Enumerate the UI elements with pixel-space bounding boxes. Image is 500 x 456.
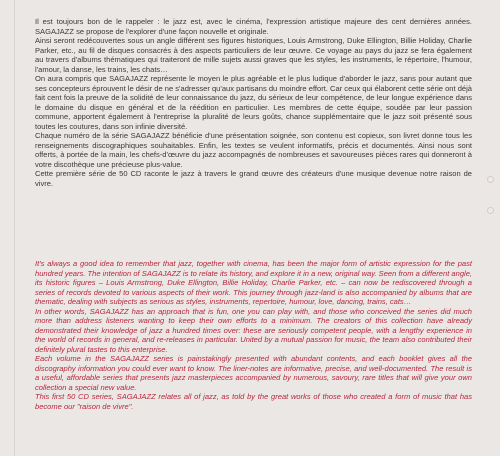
binding-notch-top <box>487 176 494 183</box>
french-paragraph: Chaque numéro de la série SAGAJAZZ bénéficie d'une présentation soignée, son contenu est copieux, son livret donne tous les renseignements discographiques souhaitables. Enfin, les textes se veulent informatifs, précis et documentés. Ainsi nous sont offerts, à portée de la main, les chefs-d'œuvre du jazz accompagnés de nombreuses et savoureuses pièces rares qui donneront à votre discothèque une précieuse plus-value. <box>35 131 472 169</box>
french-text-block <box>35 17 472 188</box>
page-fold-line <box>14 0 15 456</box>
english-paragraph: In other words, SAGAJAZZ has an approach that is fun, one you can play with, and those who conceived the series did much more than address listeners wanting to keep their own efforts to a minimum. The creators of this collection have already demonstrated their knowledge of jazz a hundred times over: these are seriously competent people, with a lengthy experience in the world of records in general, and re-releases in particular. United by a mutual passion for music, the team also contributed their definitely plural tastes to this enterprise. <box>35 306 472 354</box>
binding-notch-bottom <box>487 207 494 214</box>
english-paragraph: This first 50 CD series, SAGAJAZZ relates all of jazz, as told by the great works of those who created a form of music that has become our "raison de vivre". <box>35 392 472 411</box>
french-paragraph: Cette première série de 50 CD raconte le jazz à travers le grand œuvre des créateurs d'une musique devenue notre raison de vivre. <box>35 169 472 188</box>
french-paragraph: Il est toujours bon de le rappeler : le jazz est, avec le cinéma, l'expression artistique majeure des cent dernières années. SAGAJAZZ se propose de l'explorer d'une façon nouvelle et originale. <box>35 17 472 36</box>
english-text-block <box>35 259 472 411</box>
english-paragraph: It's always a good idea to remember that jazz, together with cinema, has been the major form of artistic expression for the past hundred years. The intention of SAGAJAZZ is to relate its history, and explore it in a new, original way. Seen from a different angle, its historic figures – Louis Armstrong, Duke Ellington, Billie Holiday, Charlie Parker, etc. – can now be rediscovered through a series of records devoted to various aspects of their work. This journey through jazz-land is also accompanied by albums that are thematic, dealing with subjects as serious as styles, instruments, repertoire, humour, love, dancing, trains, cats… <box>35 259 472 307</box>
english-paragraph: Each volume in the SAGAJAZZ series is painstakingly presented with abundant contents, and each booklet gives all the discography information you could ever want to know. The liner-notes are informative, precise, and well-documented. The result is a useful, affordable series that presents jazz masterpieces accompanied by numerous, savoury, rare titles that will give your own collection a special new value. <box>35 354 472 392</box>
french-paragraph: On aura compris que SAGAJAZZ représente le moyen le plus agréable et le plus ludique d'aborder le jazz, sans pour autant que ses concepteurs éprouvent le désir de ne s'adresser qu'aux partisans du moindre effort. Car ceux qui élaborent cette série ont déjà fait cent fois la preuve de la solidité de leur connaissance du jazz, du sérieux de leur compétence, de leur longue expérience dans le domaine du disque en général et de la réédition en particulier. Les membres de cette équipe, soudée par leur passion commune, apportent également à l'entreprise la pluralité de leurs goûts, chance supplémentaire que le jazz soit présenté sous toutes les coutures, dans son infinie diversité. <box>35 74 472 131</box>
french-paragraph: Ainsi seront redécouvertes sous un angle différent ses figures historiques, Louis Armstrong, Duke Ellington, Billie Holiday, Charlie Parker, etc., au fil de disques consacrés à des aspects particuliers de leur œuvre. Ce voyage au pays du jazz se fera également au travers d'albums thématiques qui traiteront de mille sujets aussi graves que les styles, les instruments, le répertoire, l'humour, l'amour, la danse, les trains, les chats… <box>35 36 472 74</box>
